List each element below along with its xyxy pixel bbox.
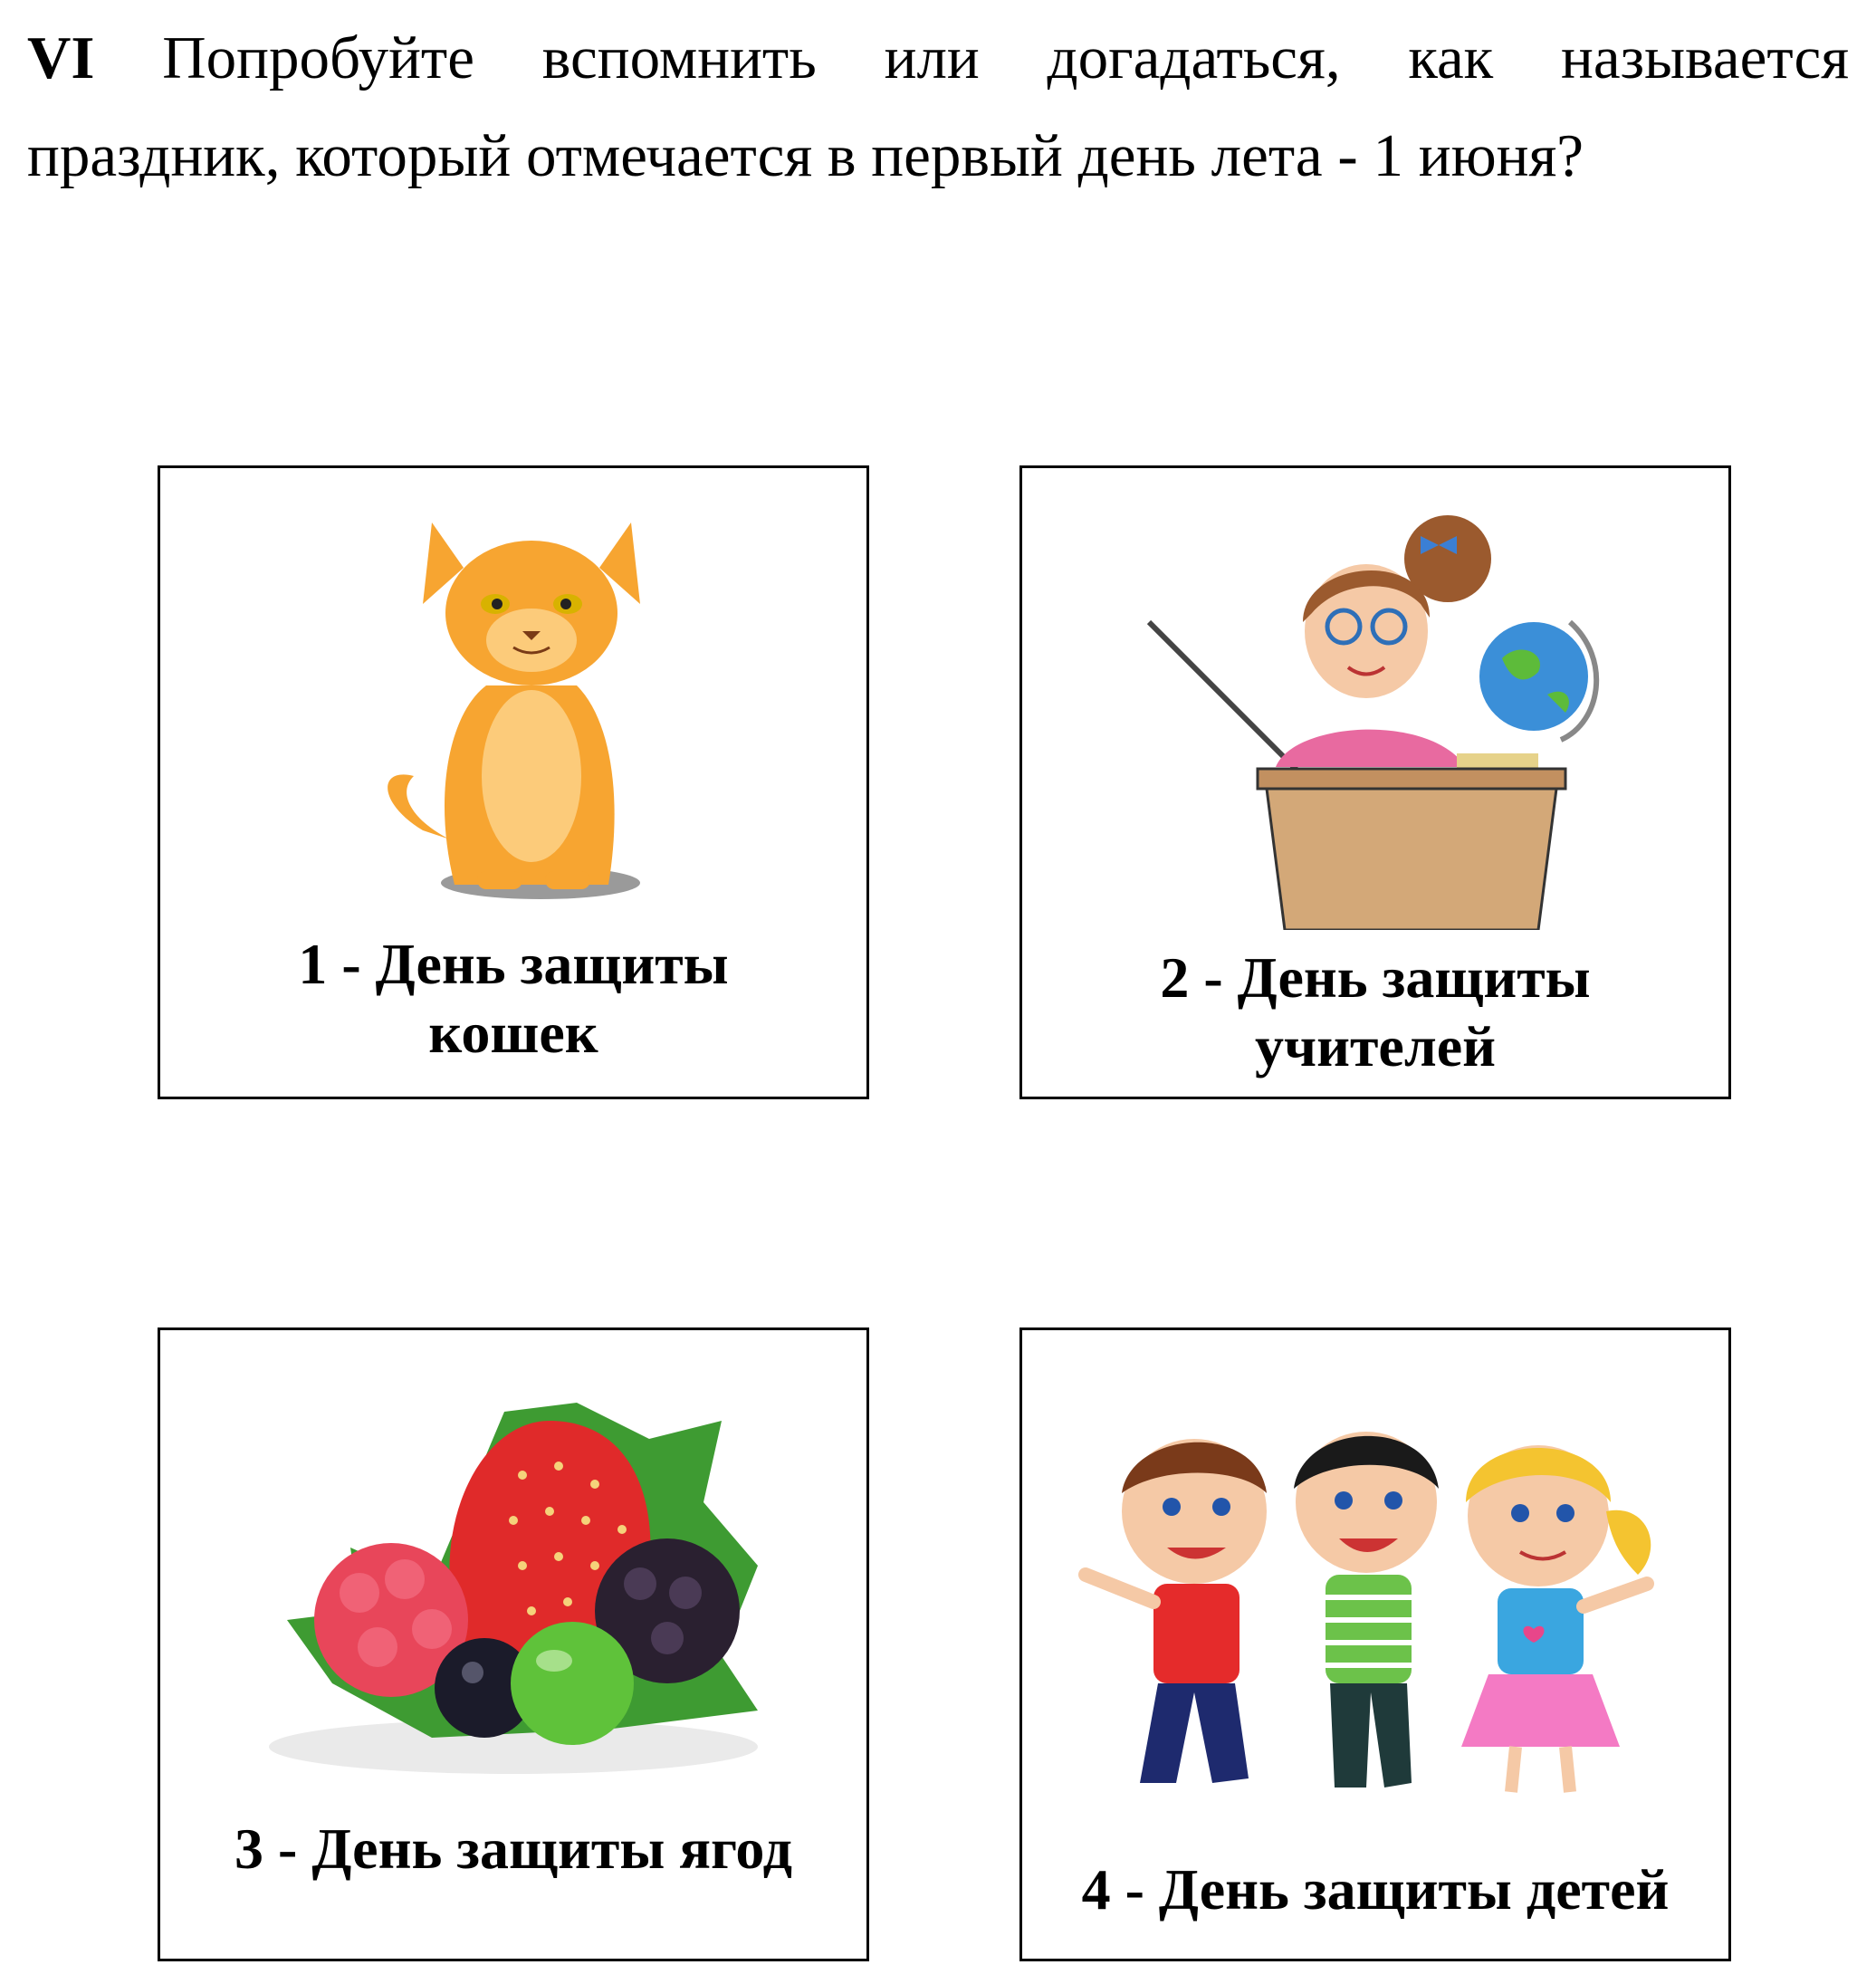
question-line-1-text: Попробуйте вспомнить или догадаться, как называется xyxy=(162,24,1850,91)
teacher-icon xyxy=(1140,504,1611,930)
question-number: VI xyxy=(27,24,95,91)
option-label-1 xyxy=(160,930,866,1068)
berries-icon xyxy=(251,1385,785,1783)
question-text xyxy=(27,9,1849,205)
option-card-4[interactable] xyxy=(1019,1327,1731,1961)
question-line-1 xyxy=(27,9,1849,107)
option-card-3[interactable] xyxy=(158,1327,869,1961)
option-card-1[interactable] xyxy=(158,465,869,1099)
option-label-4 xyxy=(1022,1855,1728,1924)
option-2-line-2: учителей xyxy=(1255,1014,1496,1078)
question-line-2: праздник, который отмечается в первый день лета - 1 июня? xyxy=(27,122,1584,189)
option-3-line-1: 3 - День защиты ягод xyxy=(234,1816,792,1881)
option-card-2[interactable] xyxy=(1019,465,1731,1099)
option-label-2 xyxy=(1022,944,1728,1081)
option-label-3 xyxy=(160,1815,866,1883)
option-4-line-1: 4 - День защиты детей xyxy=(1081,1857,1670,1922)
cat-icon xyxy=(368,504,667,903)
option-1-line-1: 1 - День защиты xyxy=(298,932,729,996)
children-icon xyxy=(1077,1403,1692,1810)
option-2-line-1: 2 - День защиты xyxy=(1160,945,1591,1010)
option-1-line-2: кошек xyxy=(428,1001,598,1065)
